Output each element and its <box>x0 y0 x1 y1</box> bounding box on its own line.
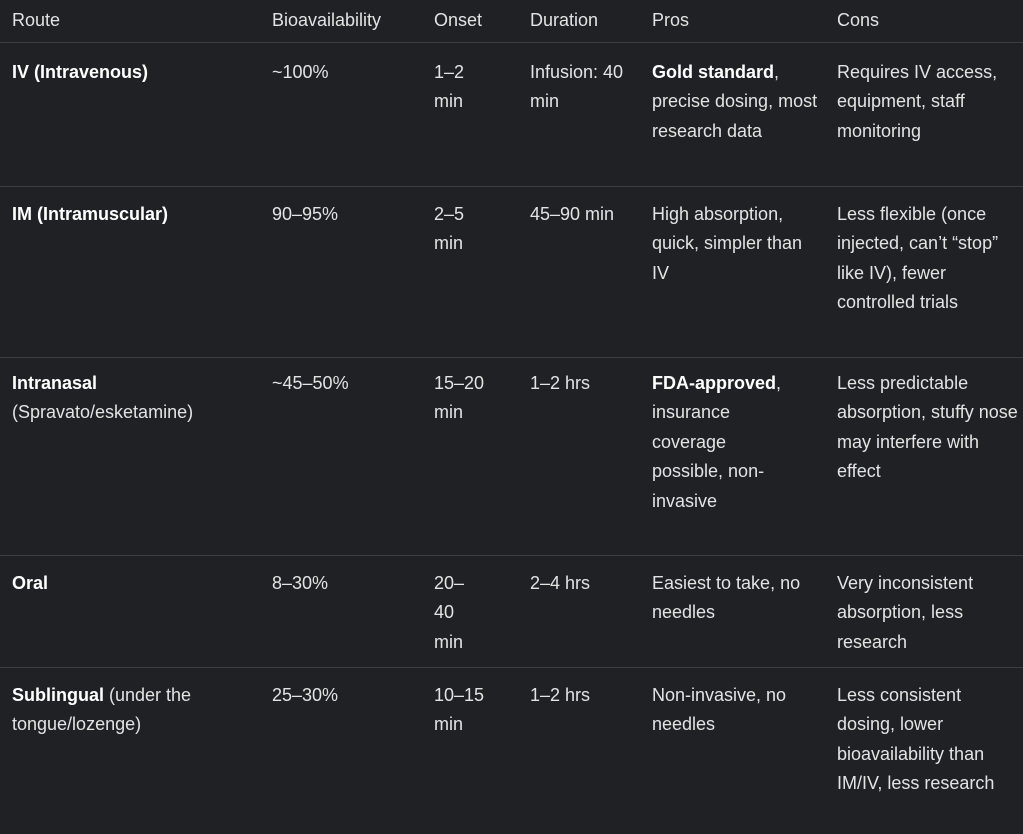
cons-cell: Less predictable absorption, stuffy nose may interfere with effect <box>837 373 1018 482</box>
route-name: Sublingual <box>12 685 104 705</box>
row-divider <box>0 357 1023 358</box>
onset-cell: 10–15 min <box>434 685 485 735</box>
header-cons: Cons <box>837 10 880 30</box>
header-divider <box>0 42 1023 43</box>
cons-cell: Very inconsistent absorption, less research <box>837 573 974 652</box>
row-divider <box>0 667 1023 668</box>
route-name: Intranasal <box>12 373 98 393</box>
route-name: IV (Intravenous) <box>12 62 149 82</box>
route-cell <box>12 58 262 87</box>
pros-highlight: FDA-approved <box>652 373 777 393</box>
route-cell <box>12 200 262 229</box>
pros-text: , insurance coverage possible, non-invasive <box>652 373 782 511</box>
table-header <box>0 8 1023 32</box>
route-name: IM (Intramuscular) <box>12 204 169 224</box>
onset-cell: 1–2 min <box>434 62 465 112</box>
route-cell <box>12 369 262 428</box>
bioavailability-cell: 25–30% <box>272 685 339 705</box>
pros-text: Non-invasive, no needles <box>652 685 787 735</box>
pros-text: High absorption, quick, simpler than IV <box>652 204 803 283</box>
duration-cell: Infusion: 40 min <box>530 62 624 112</box>
onset-cell: 20–40 min <box>434 573 465 652</box>
bioavailability-cell: 8–30% <box>272 573 329 593</box>
row-divider <box>0 186 1023 187</box>
header-onset: Onset <box>434 10 483 30</box>
onset-cell: 15–20 min <box>434 373 485 423</box>
header-pros: Pros <box>652 10 690 30</box>
pros-cell <box>652 369 784 516</box>
duration-cell: 1–2 hrs <box>530 373 591 393</box>
header-duration: Duration <box>530 10 599 30</box>
cons-cell: Less flexible (once injected, can’t “stop” like IV), fewer controlled trials <box>837 204 999 313</box>
pros-cell <box>652 58 824 146</box>
route-cell <box>12 681 262 740</box>
bioavailability-cell: ~100% <box>272 62 329 82</box>
cons-cell: Requires IV access, equipment, staff monitoring <box>837 62 998 141</box>
bioavailability-cell: 90–95% <box>272 204 339 224</box>
pros-cell <box>652 569 824 628</box>
header-bioavailability: Bioavailability <box>272 10 382 30</box>
pros-cell <box>652 200 824 288</box>
bioavailability-cell: ~45–50% <box>272 373 349 393</box>
pros-text: , precise dosing, most research data <box>652 62 818 141</box>
header-route: Route <box>12 10 61 30</box>
duration-cell: 45–90 min <box>530 204 615 224</box>
onset-cell: 2–5 min <box>434 204 465 254</box>
duration-cell: 2–4 hrs <box>530 573 591 593</box>
cons-cell: Less consistent dosing, lower bioavailability than IM/IV, less research <box>837 685 995 794</box>
duration-cell: 1–2 hrs <box>530 685 591 705</box>
route-detail: (under the tongue/lozenge) <box>12 685 192 735</box>
pros-text: Easiest to take, no needles <box>652 573 801 623</box>
pros-highlight: Gold standard <box>652 62 775 82</box>
route-detail: (Spravato/esketamine) <box>12 402 194 423</box>
route-cell <box>12 569 262 598</box>
route-name: Oral <box>12 573 49 593</box>
pros-cell <box>652 681 824 740</box>
row-divider <box>0 555 1023 556</box>
